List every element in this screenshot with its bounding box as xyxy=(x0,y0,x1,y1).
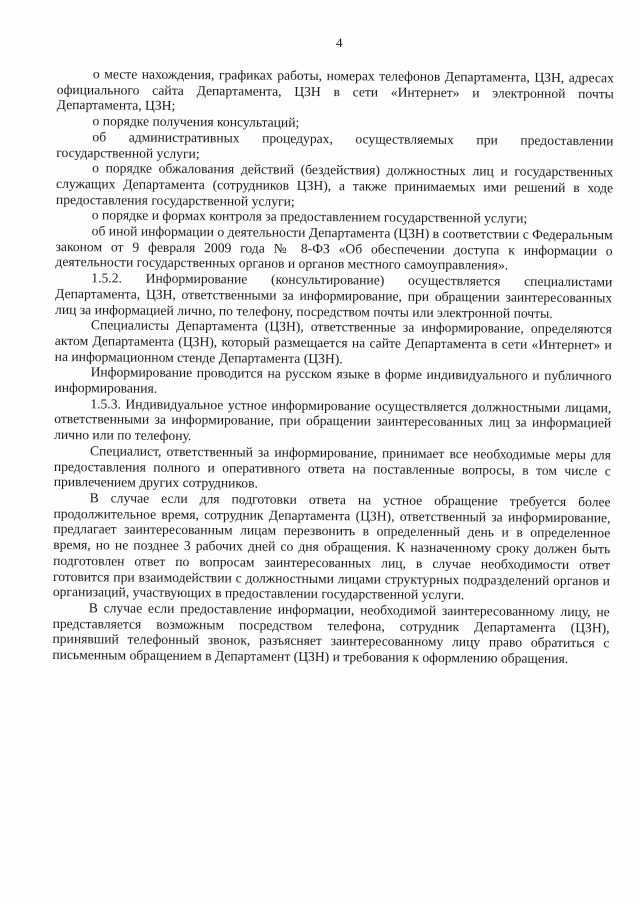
page-number: 4 xyxy=(336,35,343,50)
paragraph: о порядке обжалования действий (бездействия) должностных лиц и государственных служащих Департамента (сотрудников ЦЗН), а также принимаемых ими решений в ходе предоставления государственной услуги; xyxy=(55,160,614,209)
paragraph: 1.5.3. Индивидуальное устное информирование осуществляется должностными лицами, ответственными за информирование, при обращении заинтересованных лиц за информацией лично или по телефону. xyxy=(54,396,612,444)
paragraph: 1.5.2. Информирование (консультирование) осуществляется специалистами Департамента, ЦЗН, ответственными за информирование, при обращении заинтересованных лиц за информацией лично, по телефону, посредством почты или электронной почты. xyxy=(55,270,613,321)
paragraph: Специалист, ответственный за информирование, принимает все необходимые меры для предоставления полного и оперативного ответа на поставленные вопросы, в том числе с привлечением других сотрудников. xyxy=(53,443,612,491)
paragraph: о порядке получения консультаций; xyxy=(92,113,300,131)
paragraph: В случае если предоставление информации, необходимой заинтересованному лицу, не представляется возможным посредством телефона, сотрудник Департамента (ЦЗН), принявший телефонный звонок, разъясняет заинтересованному лицу право обратиться с письменным обращением в Департамент (ЦЗН) и требования к оформлению обращения. xyxy=(52,600,610,667)
paragraph: Информирование проводится на русском языке в форме индивидуального и публичного информирования. xyxy=(54,364,612,396)
paragraph: об иной информации о деятельности Департамента (ЦЗН) в соответствии с Федеральным законом от 9 февраля 2009 года № 8-ФЗ «Об обеспечении доступа к информации о деятельности государственных органов и органов местного самоуправления». xyxy=(55,223,613,273)
paragraph: о месте нахождения, графиках работы, номерах телефонов Департамента, ЦЗН, адресах официального сайта Департамента, ЦЗН в сети «Интернет» и электронной почты Департамента, ЦЗН; xyxy=(56,66,614,114)
document-body xyxy=(52,66,614,667)
paragraph: об административных процедурах, осуществляемых при предоставлении государственной услуги; xyxy=(56,129,614,161)
paragraph: Специалисты Департамента (ЦЗН), ответственные за информирование, определяются актом Департамента (ЦЗН), который размещается на сайте Департамента в сети «Интернет» и на информационном стенде Департамента (ЦЗН). xyxy=(54,317,613,366)
paragraph: В случае если для подготовки ответа на устное обращение требуется более продолжительное время, сотрудник Департамента (ЦЗН), ответственный за информирование, предлагает заинтересованным лицам перезвонить в определенный день и в определенное время, но не позднее 3 рабочих дней со дня обращения. К назначенному сроку должен быть подготовлен ответ по вопросам заинтересованных лиц, в случае необходимости ответ готовится при взаимодействии с должностными лицами структурных подразделений органов и организаций, участвующих в предоставлении государственной услуги. xyxy=(52,490,611,603)
paragraph: о порядке и формах контроля за предоставлением государственной услуги; xyxy=(91,207,528,227)
